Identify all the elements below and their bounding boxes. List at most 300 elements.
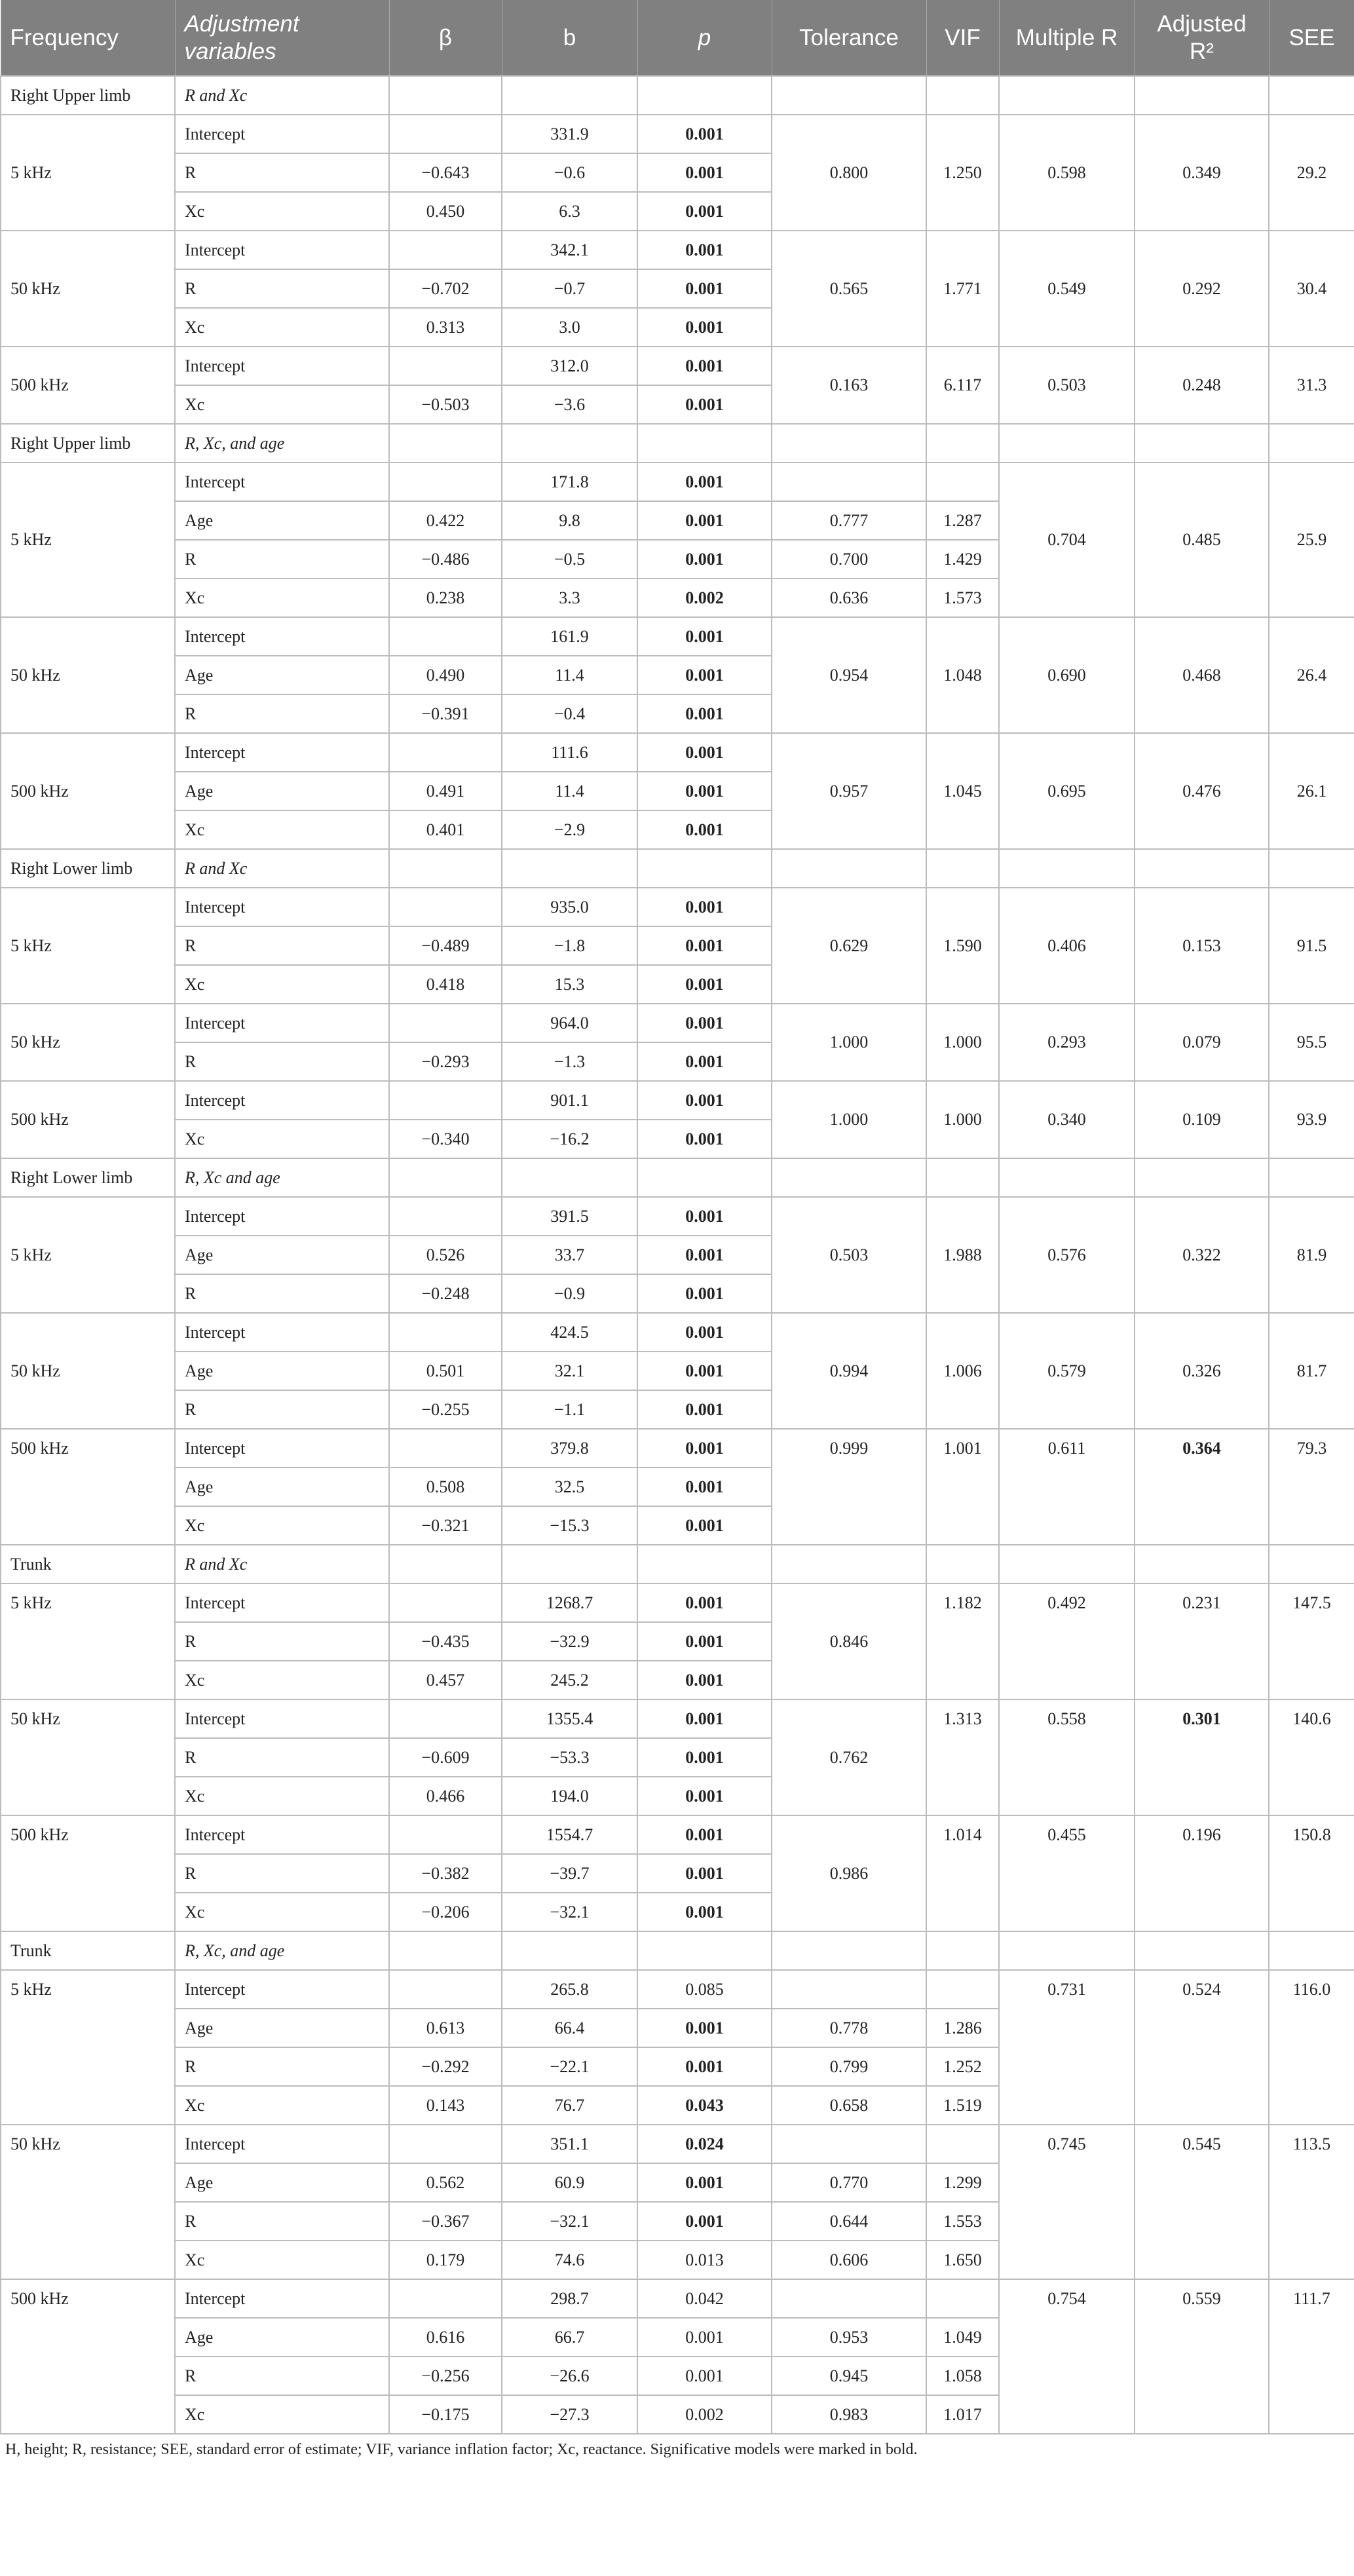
b-cell: 379.8 [502, 1429, 637, 1468]
p-cell: 0.001 [637, 347, 772, 385]
b-cell: 342.1 [502, 231, 637, 269]
b-cell: −0.6 [502, 153, 637, 192]
table-row [1, 231, 1354, 269]
vif-cell [926, 2279, 999, 2318]
beta-cell: −0.643 [389, 153, 502, 192]
see-cell: 25.9 [1269, 463, 1354, 617]
b-cell: 901.1 [502, 1081, 637, 1120]
header-beta: β [389, 0, 502, 76]
vif-cell: 1.650 [926, 2241, 999, 2279]
variable-cell: R [175, 2357, 389, 2395]
variable-cell: Xc [175, 308, 389, 347]
p-cell: 0.001 [637, 772, 772, 810]
b-cell: −16.2 [502, 1120, 637, 1158]
adjusted-r2-cell: 0.545 [1135, 2125, 1269, 2279]
section-header-row [1, 1158, 1354, 1197]
beta-cell [389, 2125, 502, 2163]
beta-cell [389, 1583, 502, 1622]
p-cell: 0.001 [637, 501, 772, 540]
b-cell: 312.0 [502, 347, 637, 385]
header-see: SEE [1269, 0, 1354, 76]
adjusted-r2-cell: 0.248 [1135, 347, 1269, 424]
p-cell: 0.001 [637, 1622, 772, 1661]
b-cell: 331.9 [502, 115, 637, 153]
beta-cell: 0.179 [389, 2241, 502, 2279]
beta-cell: −0.175 [389, 2395, 502, 2434]
vif-cell [926, 1970, 999, 2009]
variable-cell: Age [175, 501, 389, 540]
variable-cell: R [175, 694, 389, 733]
multiple-r-cell: 0.690 [999, 617, 1135, 733]
b-cell: −26.6 [502, 2357, 637, 2395]
beta-cell [389, 1313, 502, 1352]
variable-cell: Xc [175, 810, 389, 849]
multiple-r-cell: 0.340 [999, 1081, 1135, 1158]
variable-cell: Intercept [175, 463, 389, 501]
variable-cell: Xc [175, 385, 389, 424]
variable-cell: Intercept [175, 231, 389, 269]
beta-cell [389, 2279, 502, 2318]
b-cell: −15.3 [502, 1506, 637, 1545]
section-adjustment: R and Xc [175, 76, 389, 115]
adjusted-r2-cell: 0.326 [1135, 1313, 1269, 1429]
multiple-r-cell: 0.754 [999, 2279, 1135, 2434]
header-frequency: Frequency [1, 0, 175, 76]
section-adjustment: R and Xc [175, 1545, 389, 1583]
see-cell: 26.1 [1269, 733, 1354, 849]
tolerance-cell: 0.983 [772, 2395, 926, 2434]
beta-cell: 0.457 [389, 1661, 502, 1699]
tolerance-cell: 0.629 [772, 888, 926, 1004]
header-vif: VIF [926, 0, 999, 76]
p-cell: 0.001 [637, 1468, 772, 1506]
variable-cell: R [175, 2047, 389, 2086]
see-cell: 95.5 [1269, 1004, 1354, 1081]
section-limb: Right Upper limb [1, 424, 175, 463]
beta-cell: −0.391 [389, 694, 502, 733]
header-tolerance: Tolerance [772, 0, 926, 76]
b-cell: −32.1 [502, 1893, 637, 1931]
b-cell: −0.9 [502, 1274, 637, 1313]
vif-cell: 1.049 [926, 2318, 999, 2357]
beta-cell: −0.256 [389, 2357, 502, 2395]
p-cell: 0.001 [637, 2202, 772, 2241]
p-cell: 0.001 [637, 1429, 772, 1468]
section-limb: Right Upper limb [1, 76, 175, 115]
beta-cell: −0.255 [389, 1390, 502, 1429]
section-adjustment: R, Xc and age [175, 1158, 389, 1197]
vif-cell: 1.045 [926, 733, 999, 849]
p-cell: 0.085 [637, 1970, 772, 2009]
multiple-r-cell: 0.406 [999, 888, 1135, 1004]
table-row [1, 2279, 1354, 2318]
p-cell: 0.001 [637, 1854, 772, 1893]
b-cell: 265.8 [502, 1970, 637, 2009]
p-cell: 0.001 [637, 192, 772, 231]
b-cell: 3.3 [502, 578, 637, 617]
beta-cell: −0.367 [389, 2202, 502, 2241]
adjusted-r2-cell: 0.109 [1135, 1081, 1269, 1158]
tolerance-cell: 0.799 [772, 2047, 926, 2086]
tolerance-cell: 0.762 [772, 1699, 926, 1815]
beta-cell: 0.526 [389, 1236, 502, 1274]
adjusted-r2-cell: 0.322 [1135, 1197, 1269, 1313]
p-cell: 0.002 [637, 2395, 772, 2434]
b-cell: −1.3 [502, 1042, 637, 1081]
p-cell: 0.001 [637, 1197, 772, 1236]
b-cell: 1355.4 [502, 1699, 637, 1738]
vif-cell: 1.048 [926, 617, 999, 733]
table-row [1, 463, 1354, 501]
frequency-cell: 5 kHz [1, 1970, 175, 2125]
b-cell: 33.7 [502, 1236, 637, 1274]
tolerance-cell: 0.994 [772, 1313, 926, 1429]
tolerance-cell: 0.644 [772, 2202, 926, 2241]
b-cell: 161.9 [502, 617, 637, 656]
variable-cell: Xc [175, 1893, 389, 1931]
tolerance-cell: 0.800 [772, 115, 926, 231]
variable-cell: Intercept [175, 1313, 389, 1352]
p-cell: 0.001 [637, 1352, 772, 1390]
tolerance-cell: 0.957 [772, 733, 926, 849]
adjusted-r2-cell: 0.468 [1135, 617, 1269, 733]
variable-cell: Xc [175, 2241, 389, 2279]
beta-cell: 0.450 [389, 192, 502, 231]
vif-cell: 1.058 [926, 2357, 999, 2395]
beta-cell: −0.486 [389, 540, 502, 578]
section-limb: Trunk [1, 1931, 175, 1970]
multiple-r-cell: 0.695 [999, 733, 1135, 849]
p-cell: 0.024 [637, 2125, 772, 2163]
variable-cell: Xc [175, 1777, 389, 1815]
vif-cell: 1.252 [926, 2047, 999, 2086]
variable-cell: Xc [175, 1120, 389, 1158]
frequency-cell: 500 kHz [1, 733, 175, 849]
b-cell: −27.3 [502, 2395, 637, 2434]
beta-cell: 0.238 [389, 578, 502, 617]
vif-cell: 1.014 [926, 1815, 999, 1931]
tolerance-cell [772, 2279, 926, 2318]
multiple-r-cell: 0.455 [999, 1815, 1135, 1931]
multiple-r-cell: 0.745 [999, 2125, 1135, 2279]
beta-cell: 0.418 [389, 965, 502, 1004]
variable-cell: Age [175, 1236, 389, 1274]
b-cell: 76.7 [502, 2086, 637, 2125]
tolerance-cell: 0.953 [772, 2318, 926, 2357]
multiple-r-cell: 0.731 [999, 1970, 1135, 2125]
see-cell: 30.4 [1269, 231, 1354, 347]
variable-cell: R [175, 926, 389, 965]
beta-cell [389, 1004, 502, 1042]
b-cell: 3.0 [502, 308, 637, 347]
beta-cell [389, 1815, 502, 1854]
section-limb: Right Lower limb [1, 849, 175, 888]
tolerance-cell: 0.503 [772, 1197, 926, 1313]
p-cell: 0.001 [637, 1313, 772, 1352]
beta-cell: 0.490 [389, 656, 502, 694]
variable-cell: Intercept [175, 1197, 389, 1236]
p-cell: 0.001 [637, 1583, 772, 1622]
frequency-cell: 5 kHz [1, 1197, 175, 1313]
variable-cell: Intercept [175, 1429, 389, 1468]
b-cell: −32.9 [502, 1622, 637, 1661]
beta-cell: 0.313 [389, 308, 502, 347]
table-row [1, 115, 1354, 153]
multiple-r-cell: 0.576 [999, 1197, 1135, 1313]
variable-cell: Age [175, 772, 389, 810]
beta-cell [389, 1197, 502, 1236]
p-cell: 0.001 [637, 1390, 772, 1429]
tolerance-cell [772, 1970, 926, 2009]
variable-cell: R [175, 2202, 389, 2241]
p-cell: 0.001 [637, 153, 772, 192]
vif-cell: 1.006 [926, 1313, 999, 1429]
beta-cell: −0.321 [389, 1506, 502, 1545]
b-cell: 32.1 [502, 1352, 637, 1390]
b-cell: 935.0 [502, 888, 637, 926]
tolerance-cell: 0.777 [772, 501, 926, 540]
adjusted-r2-cell: 0.196 [1135, 1815, 1269, 1931]
p-cell: 0.001 [637, 965, 772, 1004]
frequency-cell: 5 kHz [1, 115, 175, 231]
see-cell: 140.6 [1269, 1699, 1354, 1815]
beta-cell: −0.489 [389, 926, 502, 965]
frequency-cell: 50 kHz [1, 1699, 175, 1815]
p-cell: 0.001 [637, 1120, 772, 1158]
adjusted-r2-cell: 0.231 [1135, 1583, 1269, 1699]
p-cell: 0.001 [637, 1738, 772, 1777]
beta-cell: 0.616 [389, 2318, 502, 2357]
see-cell: 91.5 [1269, 888, 1354, 1004]
b-cell: 298.7 [502, 2279, 637, 2318]
vif-cell: 1.988 [926, 1197, 999, 1313]
header-b: b [502, 0, 637, 76]
vif-cell: 6.117 [926, 347, 999, 424]
variable-cell: Xc [175, 1661, 389, 1699]
vif-cell: 1.182 [926, 1583, 999, 1699]
see-cell: 29.2 [1269, 115, 1354, 231]
header-p: p [637, 0, 772, 76]
variable-cell: Intercept [175, 1583, 389, 1622]
multiple-r-cell: 0.704 [999, 463, 1135, 617]
p-cell: 0.001 [637, 308, 772, 347]
variable-cell: Intercept [175, 1004, 389, 1042]
adjusted-r2-cell: 0.292 [1135, 231, 1269, 347]
vif-cell: 1.573 [926, 578, 999, 617]
header-row [1, 0, 1354, 76]
b-cell: 1268.7 [502, 1583, 637, 1622]
table-row [1, 1313, 1354, 1352]
variable-cell: Intercept [175, 115, 389, 153]
beta-cell [389, 733, 502, 772]
variable-cell: Intercept [175, 617, 389, 656]
p-cell: 0.001 [637, 926, 772, 965]
variable-cell: Age [175, 1468, 389, 1506]
b-cell: −53.3 [502, 1738, 637, 1777]
multiple-r-cell: 0.293 [999, 1004, 1135, 1081]
beta-cell: 0.501 [389, 1352, 502, 1390]
p-cell: 0.001 [637, 1661, 772, 1699]
variable-cell: Age [175, 2009, 389, 2047]
b-cell: 66.4 [502, 2009, 637, 2047]
p-cell: 0.001 [637, 463, 772, 501]
tolerance-cell: 0.999 [772, 1429, 926, 1545]
see-cell: 81.9 [1269, 1197, 1354, 1313]
p-cell: 0.002 [637, 578, 772, 617]
b-cell: 111.6 [502, 733, 637, 772]
tolerance-cell: 0.770 [772, 2163, 926, 2202]
beta-cell [389, 231, 502, 269]
p-cell: 0.001 [637, 1274, 772, 1313]
vif-cell: 1.000 [926, 1081, 999, 1158]
vif-cell [926, 2125, 999, 2163]
variable-cell: Intercept [175, 1699, 389, 1738]
multiple-r-cell: 0.492 [999, 1583, 1135, 1699]
adjusted-r2-cell: 0.559 [1135, 2279, 1269, 2434]
tolerance-cell: 0.658 [772, 2086, 926, 2125]
adjusted-r2-cell: 0.364 [1135, 1429, 1269, 1545]
vif-cell: 1.771 [926, 231, 999, 347]
beta-cell: 0.613 [389, 2009, 502, 2047]
variable-cell: R [175, 1854, 389, 1893]
b-cell: 32.5 [502, 1468, 637, 1506]
p-cell: 0.001 [637, 1236, 772, 1274]
table-row [1, 1970, 1354, 2009]
variable-cell: Intercept [175, 2279, 389, 2318]
b-cell: −1.1 [502, 1390, 637, 1429]
tolerance-cell: 0.163 [772, 347, 926, 424]
p-cell: 0.001 [637, 694, 772, 733]
see-cell: 147.5 [1269, 1583, 1354, 1699]
tolerance-cell: 1.000 [772, 1004, 926, 1081]
variable-cell: R [175, 1738, 389, 1777]
p-cell: 0.001 [637, 617, 772, 656]
see-cell: 150.8 [1269, 1815, 1354, 1931]
beta-cell [389, 617, 502, 656]
variable-cell: Xc [175, 2086, 389, 2125]
adjusted-r2-cell: 0.485 [1135, 463, 1269, 617]
p-cell: 0.001 [637, 269, 772, 308]
p-cell: 0.042 [637, 2279, 772, 2318]
b-cell: 194.0 [502, 1777, 637, 1815]
beta-cell: 0.491 [389, 772, 502, 810]
tolerance-cell: 0.778 [772, 2009, 926, 2047]
variable-cell: Age [175, 2163, 389, 2202]
beta-cell: −0.248 [389, 1274, 502, 1313]
beta-cell [389, 888, 502, 926]
beta-cell: 0.422 [389, 501, 502, 540]
b-cell: 6.3 [502, 192, 637, 231]
frequency-cell: 5 kHz [1, 463, 175, 617]
table-row [1, 1197, 1354, 1236]
see-cell: 111.7 [1269, 2279, 1354, 2434]
adjusted-r2-cell: 0.349 [1135, 115, 1269, 231]
p-cell: 0.001 [637, 385, 772, 424]
multiple-r-cell: 0.549 [999, 231, 1135, 347]
variable-cell: Intercept [175, 1815, 389, 1854]
variable-cell: Xc [175, 2395, 389, 2434]
see-cell: 81.7 [1269, 1313, 1354, 1429]
header-adjustment-variables: Adjustment variables [175, 0, 389, 76]
beta-cell: −0.382 [389, 1854, 502, 1893]
p-cell: 0.013 [637, 2241, 772, 2279]
b-cell: 74.6 [502, 2241, 637, 2279]
b-cell: 245.2 [502, 1661, 637, 1699]
beta-cell [389, 1699, 502, 1738]
vif-cell: 1.313 [926, 1699, 999, 1815]
tolerance-cell: 0.606 [772, 2241, 926, 2279]
frequency-cell: 50 kHz [1, 231, 175, 347]
vif-cell: 1.017 [926, 2395, 999, 2434]
b-cell: −1.8 [502, 926, 637, 965]
section-limb: Right Lower limb [1, 1158, 175, 1197]
beta-cell: 0.508 [389, 1468, 502, 1506]
tolerance-cell [772, 2125, 926, 2163]
section-adjustment: R and Xc [175, 849, 389, 888]
beta-cell [389, 1970, 502, 2009]
frequency-cell: 5 kHz [1, 1583, 175, 1699]
multiple-r-cell: 0.579 [999, 1313, 1135, 1429]
see-cell: 93.9 [1269, 1081, 1354, 1158]
beta-cell [389, 115, 502, 153]
b-cell: 60.9 [502, 2163, 637, 2202]
p-cell: 0.001 [637, 1893, 772, 1931]
variable-cell: Intercept [175, 888, 389, 926]
section-header-row [1, 1931, 1354, 1970]
p-cell: 0.001 [637, 115, 772, 153]
variable-cell: Xc [175, 965, 389, 1004]
b-cell: −32.1 [502, 2202, 637, 2241]
header-multiple-r: Multiple R [999, 0, 1135, 76]
p-cell: 0.001 [637, 733, 772, 772]
b-cell: −2.9 [502, 810, 637, 849]
b-cell: 9.8 [502, 501, 637, 540]
adjusted-r2-cell: 0.153 [1135, 888, 1269, 1004]
b-cell: 351.1 [502, 2125, 637, 2163]
see-cell: 26.4 [1269, 617, 1354, 733]
multiple-r-cell: 0.598 [999, 115, 1135, 231]
table-row [1, 2125, 1354, 2163]
variable-cell: R [175, 269, 389, 308]
header-adjusted-r2: Adjusted R² [1135, 0, 1269, 76]
adjusted-r2-cell: 0.301 [1135, 1699, 1269, 1815]
beta-cell: 0.466 [389, 1777, 502, 1815]
section-header-row [1, 76, 1354, 115]
vif-cell: 1.590 [926, 888, 999, 1004]
vif-cell [926, 463, 999, 501]
p-cell: 0.001 [637, 1042, 772, 1081]
beta-cell [389, 463, 502, 501]
section-adjustment: R, Xc, and age [175, 424, 389, 463]
p-cell: 0.001 [637, 231, 772, 269]
adjusted-r2-cell: 0.524 [1135, 1970, 1269, 2125]
b-cell: −0.4 [502, 694, 637, 733]
table-row [1, 733, 1354, 772]
frequency-cell: 50 kHz [1, 2125, 175, 2279]
variable-cell: Age [175, 656, 389, 694]
beta-cell: −0.292 [389, 2047, 502, 2086]
b-cell: 964.0 [502, 1004, 637, 1042]
variable-cell: R [175, 153, 389, 192]
b-cell: 391.5 [502, 1197, 637, 1236]
p-cell: 0.001 [637, 540, 772, 578]
variable-cell: R [175, 1274, 389, 1313]
table-row [1, 1815, 1354, 1854]
beta-cell [389, 347, 502, 385]
adjusted-r2-cell: 0.476 [1135, 733, 1269, 849]
vif-cell: 1.250 [926, 115, 999, 231]
adjusted-r2-cell: 0.079 [1135, 1004, 1269, 1081]
